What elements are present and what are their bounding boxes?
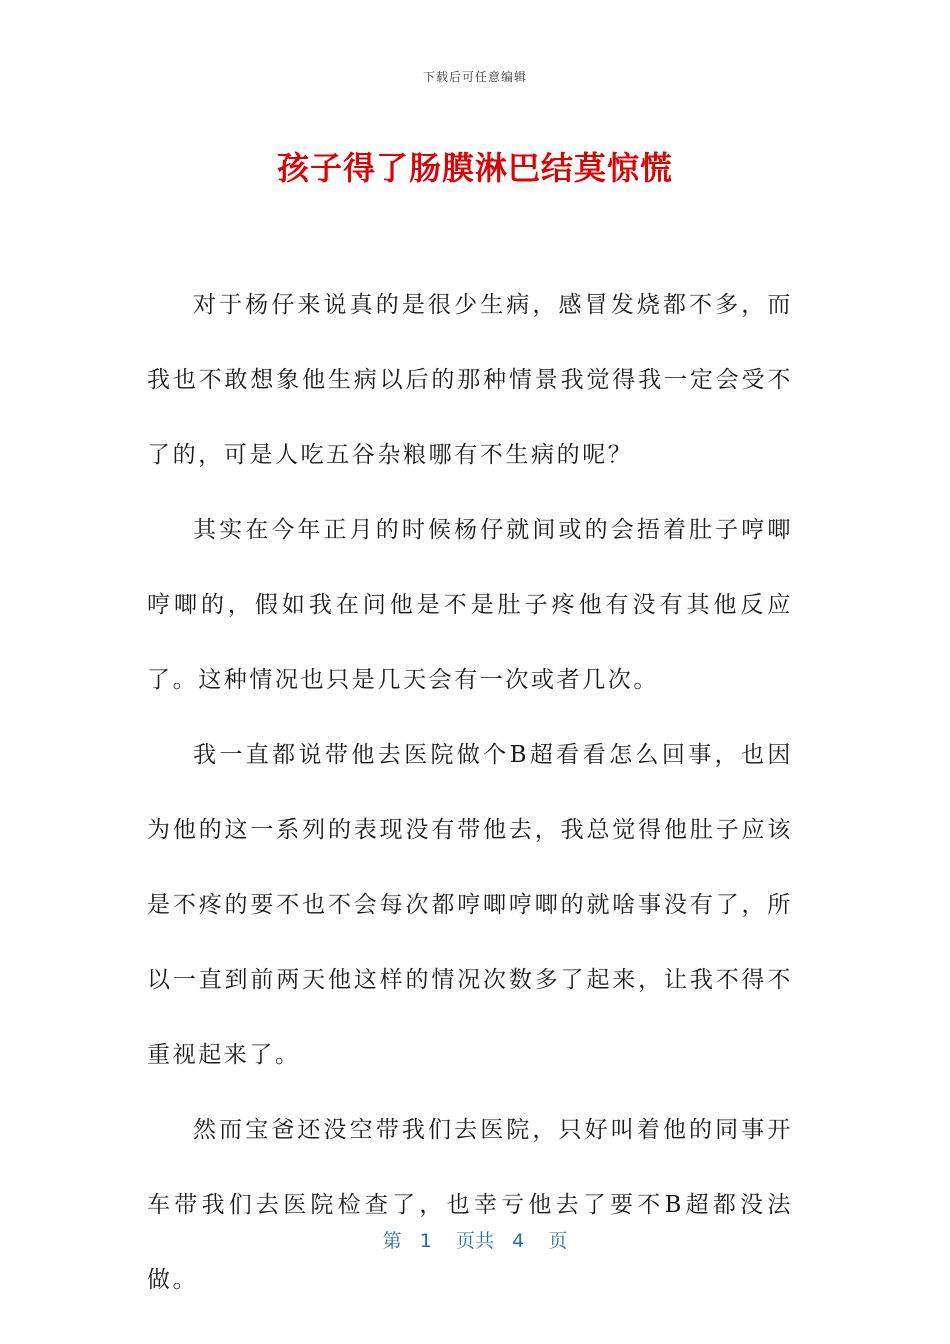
- paragraph: 对于杨仔来说真的是很少生病，感冒发烧都不多，而我也不敢想象他生病以后的那种情景我觉得我一定会受不了的，可是人吃五谷杂粮哪有不生病的呢？: [147, 292, 793, 468]
- header-note: 下载后可任意编辑: [422, 70, 527, 84]
- page-footer: [0, 1226, 950, 1253]
- document-title: 孩子得了肠膜淋巴结莫惊慌: [276, 149, 673, 187]
- page-label-mid: 页共: [455, 1230, 494, 1252]
- page-label-suffix: 页: [548, 1230, 568, 1252]
- page-label-prefix: 第: [382, 1230, 402, 1252]
- paragraph: 然而宝爸还没空带我们去医院，只好叫着他的同事开车带我们去医院检查了，也幸亏他去了要不B超都没法做。: [147, 1117, 793, 1293]
- paragraph: 其实在今年正月的时候杨仔就间或的会捂着肚子哼唧哼唧的，假如我在问他是不是肚子疼他有没有其他反应了。这种情况也只是几天会有一次或者几次。: [147, 517, 793, 693]
- paragraph: 我一直都说带他去医院做个B超看看怎么回事，也因为他的这一系列的表现没有带他去，我总觉得他肚子应该是不疼的要不也不会每次都哼唧哼唧的就啥事没有了，所以一直到前两天他这样的情况次数多了起来，让我不得不重视起来了。: [147, 742, 793, 1068]
- total-pages-number: 4: [512, 1230, 525, 1252]
- current-page-number: 1: [419, 1230, 432, 1252]
- document-body: [147, 268, 793, 1318]
